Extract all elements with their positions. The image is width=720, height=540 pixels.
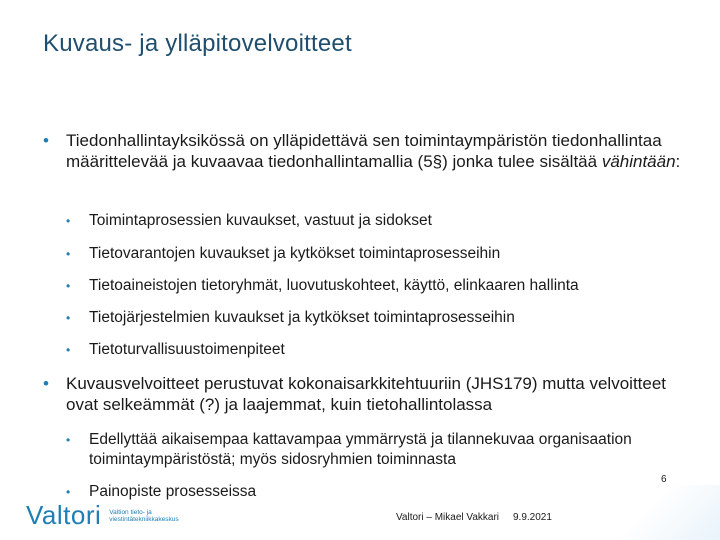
bullet-1-text: Tiedonhallintayksikössä on ylläpidettävä sen toimintaympäristön tiedonhallintaa määrittelevää ja kuvaavaa tiedonhallintamallia (5§) jonka tulee sisältää	[66, 131, 662, 171]
logo-tagline: Valtion tieto- ja viestintätekniikkakeskus	[109, 508, 179, 523]
footer-date: 9.9.2021	[513, 512, 552, 523]
bullet-marker: •	[43, 374, 49, 393]
sub-bullet-text: Painopiste prosesseissa	[89, 483, 257, 500]
bullet-marker: •	[66, 247, 71, 261]
bullet-marker: •	[66, 485, 71, 499]
bullet-marker: •	[66, 311, 71, 325]
sub-bullet	[63, 211, 663, 231]
valtori-logo	[26, 500, 189, 531]
bullet-marker: •	[66, 279, 71, 293]
footer-author: Valtori – Mikael Vakkari	[396, 512, 499, 523]
logo-wordmark: Valtori	[26, 500, 102, 530]
footer-decoration	[600, 485, 720, 540]
sub-bullet-text: Toimintaprosessien kuvaukset, vastuut ja sidokset	[89, 212, 432, 229]
sub-bullet-text: Edellyttää aikaisempaa kattavampaa ymmärrystä ja tilannekuvaa organisaation toimintaympäristöstä; myös sidosryhmien toiminnasta	[89, 431, 632, 468]
bullet-1-emphasis: vähintään	[601, 152, 676, 171]
slide-title: Kuvaus- ja ylläpitovelvoitteet	[43, 30, 352, 57]
sub-bullet-text: Tietojärjestelmien kuvaukset ja kytkökset toimintaprosesseihin	[89, 309, 515, 326]
sub-bullet-text: Tietovarantojen kuvaukset ja kytkökset toimintaprosesseihin	[89, 245, 501, 262]
bullet-marker: •	[66, 433, 71, 447]
sub-bullet	[63, 482, 663, 502]
sub-bullet	[63, 276, 663, 296]
sub-bullet	[63, 430, 663, 470]
page-number: 6	[661, 474, 667, 485]
bullet-1-colon: :	[675, 152, 681, 171]
sub-bullet-text: Tietoaineistojen tietoryhmät, luovutuskohteet, käyttö, elinkaaren hallinta	[89, 277, 579, 294]
bullet-1	[33, 130, 693, 172]
bullet-2	[33, 373, 693, 415]
bullet-2-text: Kuvausvelvoitteet perustuvat kokonaisarkkitehtuuriin (JHS179) mutta velvoitteet ovat selkeämmät (?) ja laajemmat, kuin tietohallintolassa	[66, 374, 667, 414]
bullet-marker: •	[43, 131, 49, 150]
bullet-marker: •	[66, 343, 71, 357]
bullet-marker: •	[66, 214, 71, 228]
sub-bullet	[63, 340, 663, 360]
sub-bullet	[63, 244, 663, 264]
sub-bullet-text: Tietoturvallisuustoimenpiteet	[89, 341, 285, 358]
sub-bullet	[63, 308, 663, 328]
